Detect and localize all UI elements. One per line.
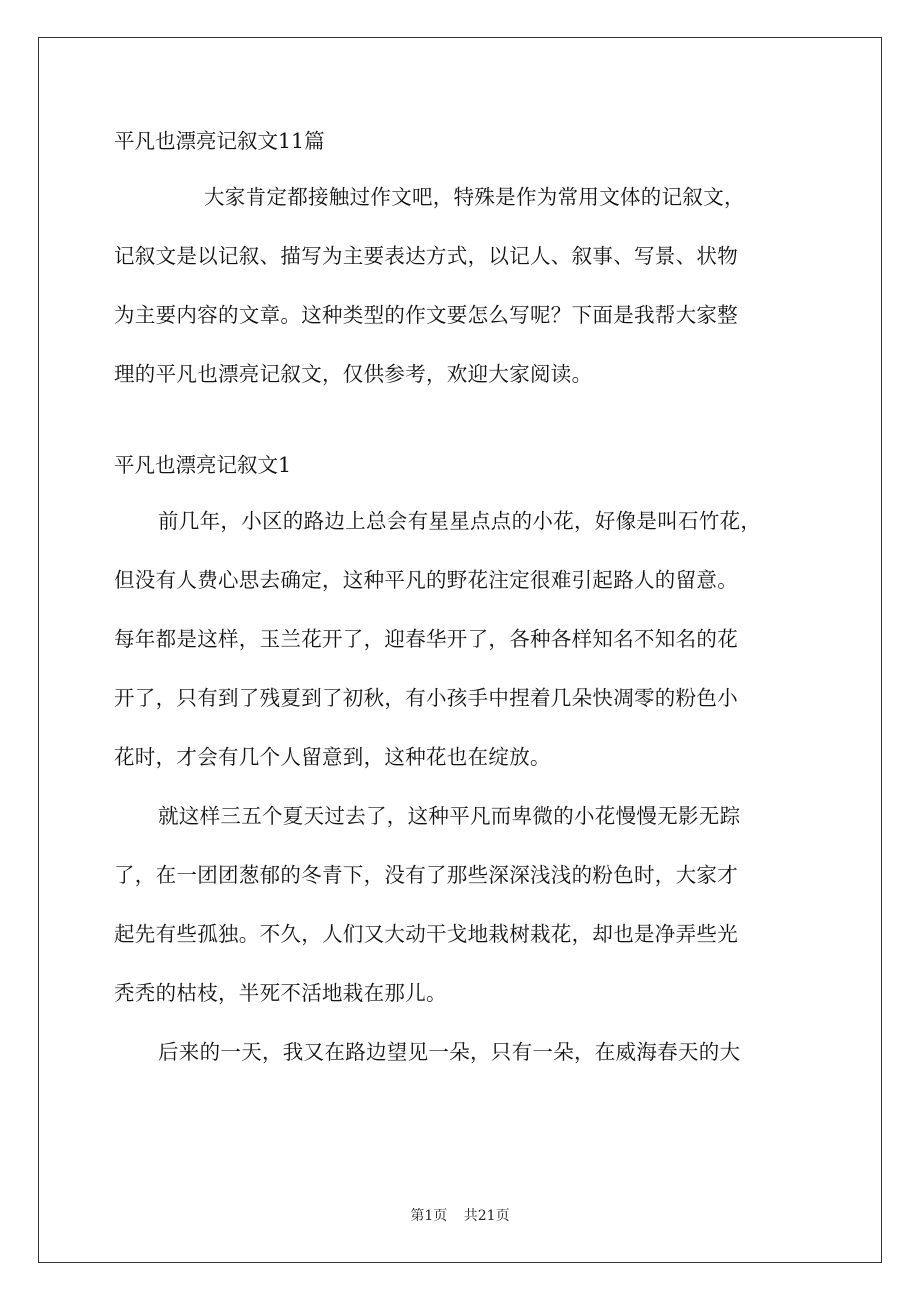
- paragraph-line: 就这样三五个夏天过去了，这种平凡而卑微的小花慢慢无影无踪: [158, 804, 741, 828]
- section-title: 平凡也漂亮记叙文1: [114, 453, 292, 477]
- paragraph-line: 但没有人费心思去确定，这种平凡的野花注定很难引起路人的留意。: [114, 568, 738, 592]
- document-title: 平凡也漂亮记叙文11篇: [114, 129, 325, 153]
- paragraph-line: 了，在一团团葱郁的冬青下，没有了那些深深浅浅的粉色时，大家才: [114, 863, 738, 887]
- paragraph-line: 起先有些孤独。不久，人们又大动干戈地栽树栽花，却也是净弄些光: [114, 922, 738, 946]
- paragraph-line: 秃秃的枯枝，半死不活地栽在那儿。: [114, 981, 447, 1005]
- intro-line: 理的平凡也漂亮记叙文，仅供参考，欢迎大家阅读。: [114, 362, 593, 386]
- paragraph-line: 每年都是这样，玉兰花开了，迎春华开了，各种各样知名不知名的花: [114, 627, 738, 651]
- document-body: [114, 120, 814, 1082]
- paragraph-line: 花时，才会有几个人留意到，这种花也在绽放。: [114, 745, 551, 769]
- page-number: 第1页: [410, 1208, 448, 1224]
- intro-line: 记叙文是以记叙、描写为主要表达方式，以记人、叙事、写景、状物: [114, 244, 738, 268]
- paragraph-line: 后来的一天，我又在路边望见一朵，只有一朵，在威海春天的大: [158, 1040, 741, 1064]
- page-total: 共21页: [463, 1208, 510, 1224]
- page-footer: [0, 1206, 920, 1226]
- intro-line: 为主要内容的文章。这种类型的作文要怎么写呢？下面是我帮大家整: [114, 303, 738, 327]
- intro-line: 大家肯定都接触过作文吧，特殊是作为常用文体的记叙文，: [204, 185, 745, 209]
- paragraph-line: 前几年，小区的路边上总会有星星点点的小花，好像是叫石竹花，: [158, 509, 762, 533]
- paragraph-line: 开了，只有到了残夏到了初秋，有小孩手中捏着几朵快凋零的粉色小: [114, 686, 738, 710]
